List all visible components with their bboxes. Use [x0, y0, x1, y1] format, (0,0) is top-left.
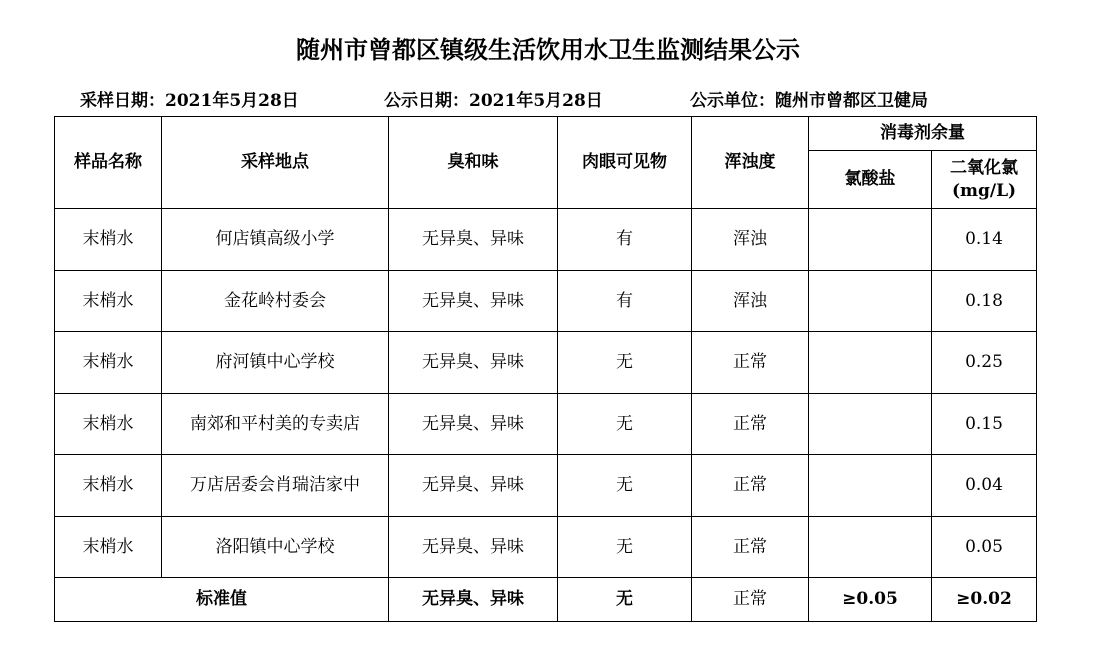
- standard-visible: 无: [558, 578, 692, 622]
- cell-odor: 无异臭、异味: [389, 393, 558, 455]
- header-visible: 肉眼可见物: [558, 117, 692, 209]
- header-disinfectant: 消毒剂余量: [809, 117, 1037, 151]
- cell-visible: 无: [558, 393, 692, 455]
- cell-chlorate: [809, 332, 932, 394]
- cell-chlorine-dioxide: 0.15: [932, 393, 1037, 455]
- cell-sample-name: 末梢水: [55, 393, 162, 455]
- cell-visible: 有: [558, 270, 692, 332]
- standard-chlorate: ≥0.05: [809, 578, 932, 622]
- standard-row: [55, 578, 1037, 622]
- cell-sample-name: 末梢水: [55, 516, 162, 578]
- standard-odor: 无异臭、异味: [389, 578, 558, 622]
- publish-date: 公示日期：2021年5月28日: [384, 91, 603, 111]
- cell-chlorate: [809, 455, 932, 517]
- cell-chlorate: [809, 393, 932, 455]
- cell-location: 南郊和平村美的专卖店: [162, 393, 389, 455]
- sample-date: 采样日期：2021年5月28日: [80, 91, 299, 111]
- table-row: [55, 209, 1037, 271]
- cell-odor: 无异臭、异味: [389, 209, 558, 271]
- cell-chlorate: [809, 270, 932, 332]
- cell-odor: 无异臭、异味: [389, 516, 558, 578]
- cell-turbidity: 浑浊: [692, 209, 809, 271]
- cell-chlorate: [809, 516, 932, 578]
- cell-visible: 有: [558, 209, 692, 271]
- cell-location: 金花岭村委会: [162, 270, 389, 332]
- cell-chlorine-dioxide: 0.14: [932, 209, 1037, 271]
- header-chlorine-dioxide: [932, 151, 1037, 209]
- cell-sample-name: 末梢水: [55, 332, 162, 394]
- cell-chlorine-dioxide: 0.18: [932, 270, 1037, 332]
- table-row: [55, 393, 1037, 455]
- cell-odor: 无异臭、异味: [389, 270, 558, 332]
- cell-location: 何店镇高级小学: [162, 209, 389, 271]
- cell-turbidity: 正常: [692, 516, 809, 578]
- header-chlorate: 氯酸盐: [809, 151, 932, 209]
- cell-sample-name: 末梢水: [55, 270, 162, 332]
- header-row: [55, 117, 1037, 151]
- header-location: 采样地点: [162, 117, 389, 209]
- standard-label: 标准值: [55, 578, 389, 622]
- standard-clo2: ≥0.02: [932, 578, 1037, 622]
- data-rows: [55, 209, 1037, 578]
- cell-chlorine-dioxide: 0.25: [932, 332, 1037, 394]
- cell-sample-name: 末梢水: [55, 455, 162, 517]
- table-row: [55, 455, 1037, 517]
- cell-chlorine-dioxide: 0.04: [932, 455, 1037, 517]
- cell-odor: 无异臭、异味: [389, 332, 558, 394]
- cell-location: 万店居委会肖瑞洁家中: [162, 455, 389, 517]
- cell-visible: 无: [558, 455, 692, 517]
- cell-turbidity: 浑浊: [692, 270, 809, 332]
- table-row: [55, 516, 1037, 578]
- results-table: [54, 116, 1037, 622]
- cell-turbidity: 正常: [692, 455, 809, 517]
- cell-location: 洛阳镇中心学校: [162, 516, 389, 578]
- publisher: 公示单位：随州市曾都区卫健局: [690, 91, 928, 111]
- cell-visible: 无: [558, 332, 692, 394]
- cell-sample-name: 末梢水: [55, 209, 162, 271]
- document-title: 随州市曾都区镇级生活饮用水卫生监测结果公示: [296, 36, 800, 64]
- header-unit: (mg/L): [951, 180, 1017, 201]
- cell-turbidity: 正常: [692, 332, 809, 394]
- table-row: [55, 270, 1037, 332]
- standard-turbidity: 正常: [692, 578, 809, 622]
- table-row: [55, 332, 1037, 394]
- header-turbidity: 浑浊度: [692, 117, 809, 209]
- cell-location: 府河镇中心学校: [162, 332, 389, 394]
- cell-chlorine-dioxide: 0.05: [932, 516, 1037, 578]
- header-sample-name: 样品名称: [55, 117, 162, 209]
- cell-turbidity: 正常: [692, 393, 809, 455]
- header-chlorine-dioxide-label: 二氧化氯: [950, 158, 1018, 179]
- cell-chlorate: [809, 209, 932, 271]
- cell-odor: 无异臭、异味: [389, 455, 558, 517]
- header-odor: 臭和味: [389, 117, 558, 209]
- cell-visible: 无: [558, 516, 692, 578]
